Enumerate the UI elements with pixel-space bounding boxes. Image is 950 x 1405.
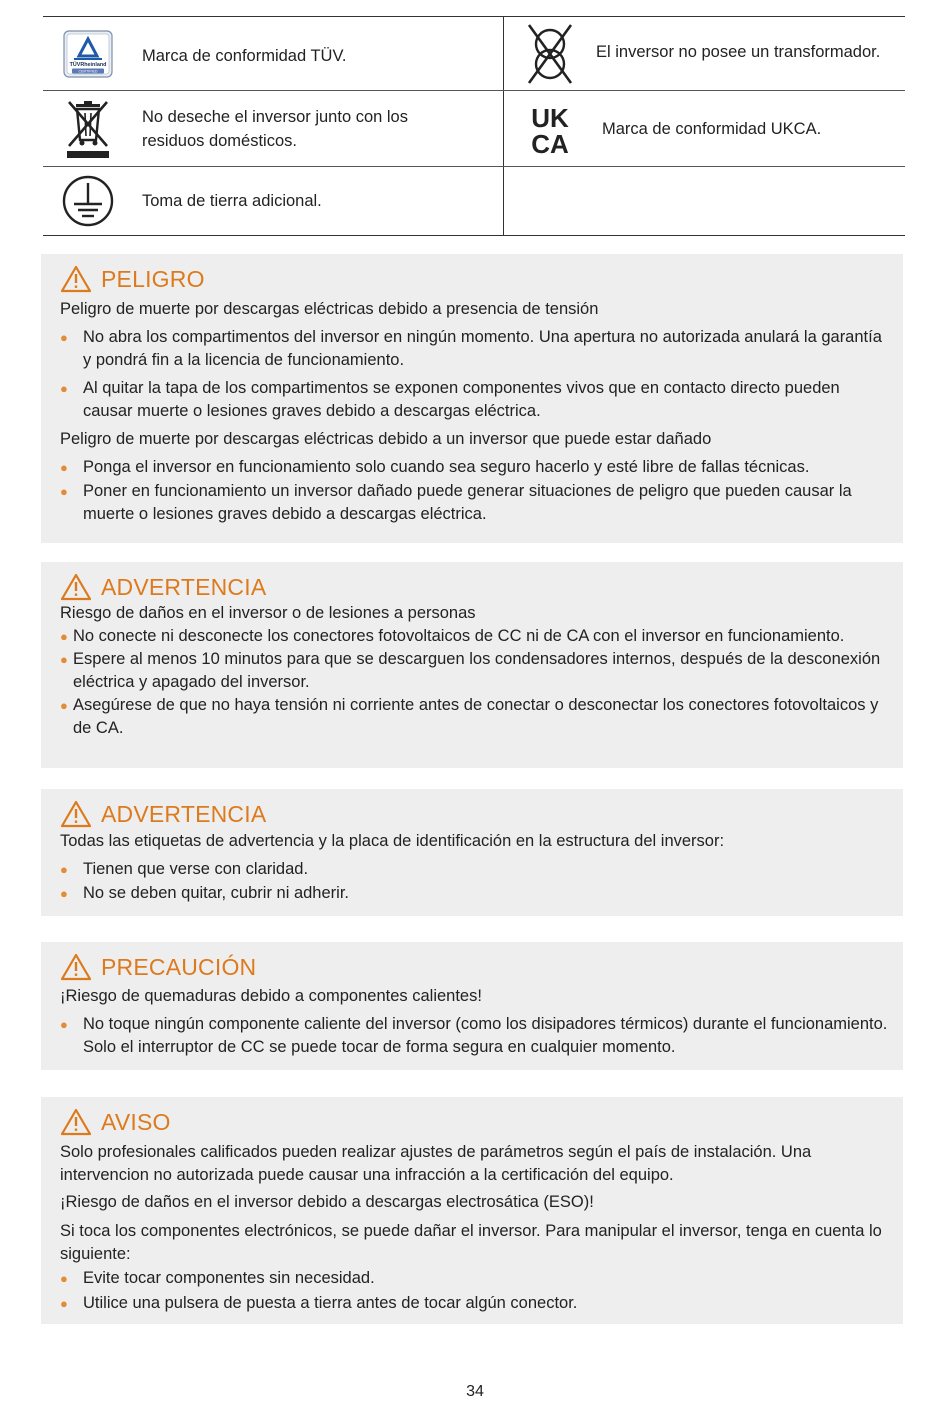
symbols-cell-empty bbox=[504, 167, 905, 235]
warning-triangle-icon bbox=[60, 573, 92, 601]
bullet-text: No conecte ni desconecte los conectores fotovoltaicos de CC ni de CA con el inversor en funcionamiento. bbox=[73, 627, 845, 645]
bullet-text: No toque ningún componente caliente del inversor (como los disipadores térmicos) durante el funcionamiento. Solo el interruptor de CC se puede tocar de forma segura en cualquier momento. bbox=[83, 1015, 888, 1056]
bullet-text: Utilice una pulsera de puesta a tierra antes de tocar algún conector. bbox=[83, 1294, 578, 1312]
symbols-row bbox=[43, 167, 905, 235]
bullet-text: Poner en funcionamiento un inversor dañado puede generar situaciones de peligro que pueden causar la muerte o lesiones graves debido a descargas eléctrica. bbox=[83, 482, 852, 523]
caution-box bbox=[41, 942, 903, 1070]
page-number: 34 bbox=[466, 1383, 484, 1400]
ukca-mark-icon bbox=[504, 102, 596, 156]
warning-para-1: Riesgo de daños en el inversor o de lesiones a personas bbox=[60, 604, 476, 622]
notice-para-2: ¡Riesgo de daños en el inversor debido a descargas electrosática (ESO)! bbox=[60, 1193, 594, 1211]
bullet-icon: ● bbox=[60, 484, 68, 499]
notice-header bbox=[60, 1107, 893, 1137]
caution-header bbox=[60, 952, 893, 982]
symbols-cell bbox=[504, 91, 905, 166]
ukca-top-text: UK bbox=[531, 102, 569, 133]
symbols-row bbox=[43, 91, 905, 167]
bullet-text: Al quitar la tapa de los compartimentos se exponen componentes vivos que en contacto directo pueden causar muerte o lesiones graves debido a descargas eléctrica. bbox=[83, 379, 840, 420]
danger-header bbox=[60, 264, 893, 294]
danger-bullet bbox=[60, 456, 893, 479]
caution-para-1: ¡Riesgo de quemaduras debido a componentes calientes! bbox=[60, 987, 482, 1005]
bullet-text: Asegúrese de que no haya tensión ni corriente antes de conectar o desconectar los conectores fotovoltaicos y de CA. bbox=[73, 696, 879, 737]
notice-para-3: Si toca los componentes electrónicos, se puede dañar el inversor. Para manipular el inversor, tenga en cuenta lo siguiente: bbox=[60, 1222, 882, 1263]
bullet-icon: ● bbox=[60, 381, 68, 396]
warning-bullet bbox=[60, 694, 893, 740]
symbols-cell bbox=[43, 17, 504, 90]
warning-triangle-icon bbox=[60, 800, 92, 828]
warning-box-2 bbox=[41, 789, 903, 916]
symbols-cell bbox=[504, 17, 905, 90]
danger-bullet bbox=[60, 480, 893, 526]
no-transformer-label: El inversor no posee un transformador. bbox=[596, 43, 881, 61]
notice-para-1: Solo profesionales calificados pueden realizar ajustes de parámetros según el país de instalación. Una intervencion no autorizada puede causar una infracción a la certificación del equipo. bbox=[60, 1143, 812, 1184]
symbols-cell bbox=[43, 167, 504, 235]
symbols-cell bbox=[43, 91, 504, 166]
notice-box bbox=[41, 1097, 903, 1324]
disposal-label: No deseche el inversor junto con los residuos domésticos. bbox=[142, 107, 408, 150]
danger-box bbox=[41, 254, 903, 543]
bullet-text: Evite tocar componentes sin necesidad. bbox=[83, 1269, 375, 1287]
tuv-rheinland-certified-icon bbox=[43, 30, 133, 78]
danger-bullet bbox=[60, 326, 893, 372]
warning-header bbox=[60, 572, 893, 602]
bullet-text: Ponga el inversor en funcionamiento solo cuando sea seguro hacerlo y esté libre de fallas técnicas. bbox=[83, 458, 810, 476]
bullet-icon: ● bbox=[60, 1017, 68, 1032]
notice-bullet bbox=[60, 1267, 893, 1290]
warning-bullet bbox=[60, 858, 893, 881]
notice-bullet bbox=[60, 1292, 893, 1315]
bullet-icon: ● bbox=[60, 460, 68, 475]
warning-header bbox=[60, 799, 893, 829]
bullet-icon: ● bbox=[60, 629, 68, 644]
warning-triangle-icon bbox=[60, 953, 92, 981]
bullet-text: Tienen que verse con claridad. bbox=[83, 860, 309, 878]
no-transformer-icon bbox=[504, 22, 596, 86]
bullet-icon: ● bbox=[60, 1271, 68, 1286]
caution-bullet bbox=[60, 1013, 893, 1059]
warning-bullet bbox=[60, 625, 893, 648]
bullet-text: Espere al menos 10 minutos para que se descarguen los condensadores internos, después de la desconexión eléctrica y apagado del inversor. bbox=[73, 650, 881, 691]
bullet-text: No abra los compartimentos del inversor en ningún momento. Una apertura no autorizada anulará la garantía y pondrá fin a la licencia de funcionamiento. bbox=[83, 328, 882, 369]
warning-bullet bbox=[60, 648, 893, 694]
earth-label: Toma de tierra adicional. bbox=[142, 192, 322, 210]
symbols-table bbox=[43, 16, 905, 236]
tuv-mark-label: Marca de conformidad TÜV. bbox=[142, 46, 347, 65]
bullet-icon: ● bbox=[60, 698, 68, 713]
tuv-certified-text: CERTIFIED bbox=[78, 69, 98, 73]
warning-box-1 bbox=[41, 562, 903, 768]
bullet-text: No se deben quitar, cubrir ni adherir. bbox=[83, 884, 349, 902]
notice-title: AVISO bbox=[101, 1108, 171, 1135]
caution-title: PRECAUCIÓN bbox=[101, 953, 257, 980]
ukca-bottom-text: CA bbox=[531, 128, 569, 156]
tuv-logo-text: TÜVRheinland bbox=[69, 61, 107, 68]
bullet-icon: ● bbox=[60, 1296, 68, 1311]
bullet-icon: ● bbox=[60, 652, 68, 667]
crossed-wheelie-bin-icon bbox=[43, 98, 133, 160]
bullet-icon: ● bbox=[60, 330, 68, 345]
danger-para-2: Peligro de muerte por descargas eléctricas debido a un inversor que puede estar dañado bbox=[60, 430, 712, 448]
warning-title: ADVERTENCIA bbox=[101, 800, 267, 827]
danger-bullet bbox=[60, 377, 893, 423]
protective-earth-icon bbox=[43, 174, 133, 228]
danger-title: PELIGRO bbox=[101, 265, 205, 292]
warning-triangle-icon bbox=[60, 1108, 92, 1136]
bullet-icon: ● bbox=[60, 862, 68, 877]
warning-para-1: Todas las etiquetas de advertencia y la placa de identificación en la estructura del inversor: bbox=[60, 832, 725, 850]
ukca-mark-label: Marca de conformidad UKCA. bbox=[602, 119, 822, 138]
warning-triangle-icon bbox=[60, 265, 92, 293]
bullet-icon: ● bbox=[60, 886, 68, 901]
warning-title: ADVERTENCIA bbox=[101, 573, 267, 600]
symbols-row bbox=[43, 17, 905, 91]
warning-bullet bbox=[60, 882, 893, 905]
danger-para-1: Peligro de muerte por descargas eléctricas debido a presencia de tensión bbox=[60, 300, 599, 318]
